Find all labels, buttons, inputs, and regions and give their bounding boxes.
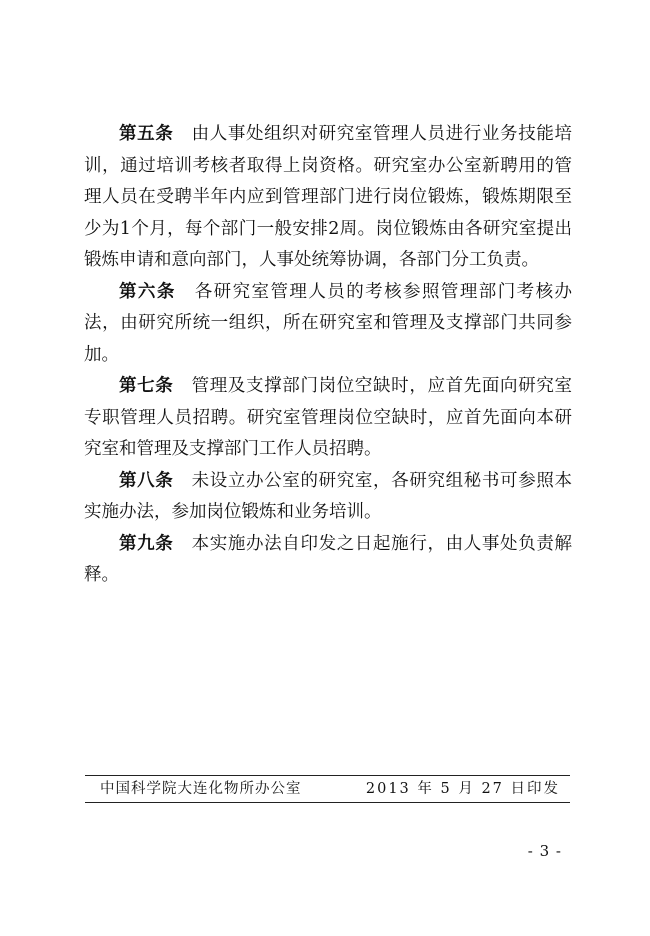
issue-date: 2013 年 5 月 27 日印发 bbox=[365, 781, 560, 797]
article-8-text: 未设立办公室的研究室，各研究组秘书可参照本实施办法，参加岗位锻炼和业务培训。 bbox=[84, 470, 572, 522]
page-number: - 3 - bbox=[527, 842, 562, 860]
document-body bbox=[84, 119, 572, 592]
article-5 bbox=[84, 119, 572, 277]
article-6 bbox=[84, 277, 572, 372]
article-6-title: 第六条 bbox=[119, 281, 176, 302]
article-9 bbox=[84, 529, 572, 592]
article-8-title: 第八条 bbox=[119, 470, 174, 491]
article-9-title: 第九条 bbox=[119, 533, 174, 554]
article-5-title: 第五条 bbox=[119, 124, 174, 144]
article-5-text: 由人事处组织对研究室管理人员进行业务技能培训，通过培训考核者取得上岗资格。研究室办公室新聘用的管理人员在受聘半年内应到管理部门进行岗位锻炼，锻炼期限至少为1个月，每个部门一般安排2周。岗位锻炼由各研究室提出锻炼申请和意向部门，人事处统筹协调，各部门分工负责。 bbox=[84, 124, 572, 270]
article-9-text: 本实施办法自印发之日起施行，由人事处负责解释。 bbox=[84, 533, 572, 585]
footer-top-rule bbox=[85, 775, 570, 776]
footer-bottom-rule bbox=[85, 802, 570, 803]
issuance-line bbox=[85, 779, 570, 799]
article-7-title: 第七条 bbox=[119, 376, 174, 396]
issuer-name: 中国科学院大连化物所办公室 bbox=[100, 781, 302, 797]
article-6-text: 各研究室管理人员的考核参照管理部门考核办法，由研究所统一组织，所在研究室和管理及支撑部门共同参加。 bbox=[84, 281, 573, 365]
article-8 bbox=[84, 466, 572, 529]
article-7 bbox=[84, 371, 572, 466]
article-7-text: 管理及支撑部门岗位空缺时，应首先面向研究室专职管理人员招聘。研究室管理岗位空缺时，应首先面向本研究室和管理及支撑部门工作人员招聘。 bbox=[84, 376, 572, 459]
